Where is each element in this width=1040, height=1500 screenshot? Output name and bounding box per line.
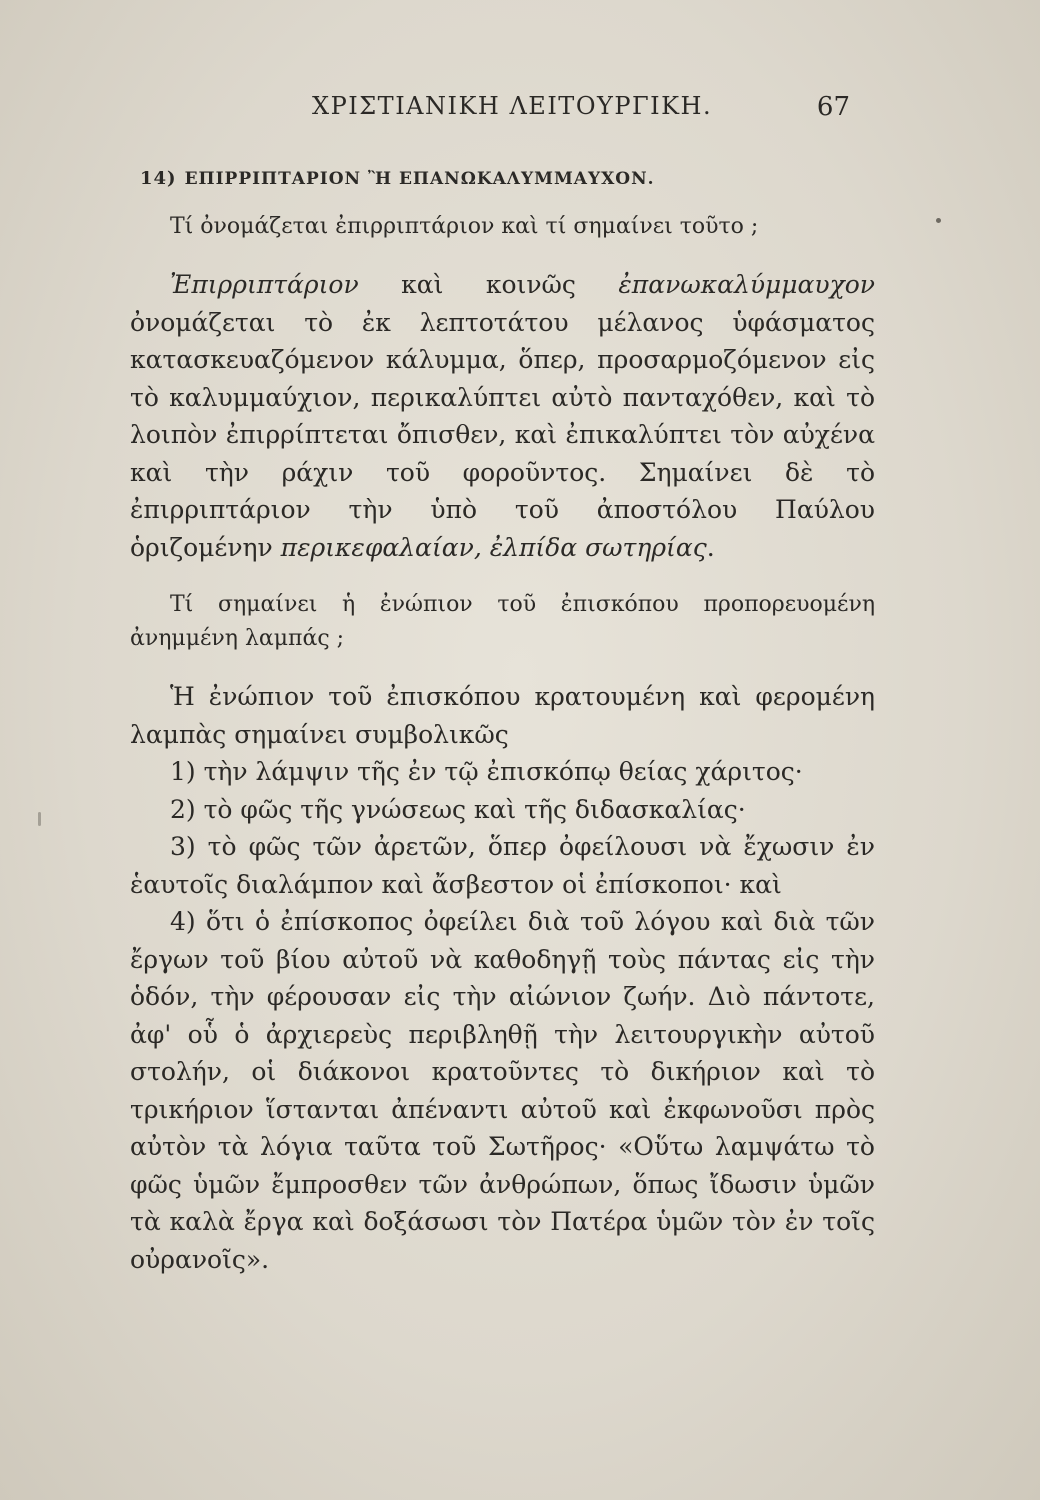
italic-term: περικεφαλαίαν, ἐλπίδα σωτηρίας [280, 532, 707, 562]
answer-text: καὶ κοινῶς [358, 270, 619, 299]
list-item: 2) τὸ φῶς τῆς γνώσεως καὶ τῆς διδασκαλίας· [170, 794, 746, 824]
page-number: 67 [816, 92, 850, 122]
section-number: 14) [140, 168, 177, 189]
running-title: ΧΡΙΣΤΙΑΝΙΚΗ ΛΕΙΤΟΥΡΓΙΚΗ. [312, 92, 713, 120]
page-header [140, 92, 850, 132]
question-paragraph: Τί ὀνομάζεται ἐπιρριπτάριον καὶ τί σημαίνει τοῦτο ; [170, 214, 759, 239]
paper-speck [38, 812, 41, 826]
answer-text: ὀνομάζεται τὸ ἐκ λεπτοτάτου μέλανος ὑφάσματος κατασκευαζόμενον κάλυμμα, ὅπερ, προσαρμοζόμενον εἰς τὸ καλυμμαύχιον, περικαλύπτει αὐτὸ πανταχόθεν, καὶ τὸ λοιπὸν ἐπιρρίπτεται ὄπισθεν, καὶ ἐπικαλύπτει τὸν αὐχένα καὶ τὴν ράχιν τοῦ φοροῦντος. Σημαίνει δὲ τὸ ἐπιρριπτάριον τὴν ὑπὸ τοῦ ἀποστόλου Παύλου ὁριζομένην [130, 307, 875, 562]
list-item: 1) τὴν λάμψιν τῆς ἐν τῷ ἐπισκόπῳ θείας χάριτος· [170, 757, 803, 786]
section-title: ΕΠΙΡΡΙΠΤΑΡΙΟΝ Ἢ ΕΠΑΝΩΚΑΛΥΜΜΑΥΧΟΝ. [184, 169, 655, 189]
question-paragraph: Τί σημαίνει ἡ ἐνώπιον τοῦ ἐπισκόπου προπορευομένη ἀνημμένη λαμπάς ; [130, 592, 875, 651]
page-body [130, 210, 875, 1278]
section-heading [140, 168, 870, 189]
paper-speck [936, 218, 941, 223]
answer-paragraph [130, 266, 875, 566]
list-item: 4) ὅτι ὁ ἐπίσκοπος ὀφείλει διὰ τοῦ λόγου καὶ διὰ τῶν ἔργων τοῦ βίου αὐτοῦ νὰ καθοδηγῇ τοὺς πάντας εἰς τὴν ὁδόν, τὴν φέρουσαν εἰς τὴν αἰώνιον ζωήν. Διὸ πάντοτε, ἀφ' οὗ ὁ ἀρχιερεὺς περιβληθῇ τὴν λειτουργικὴν αὐτοῦ στολήν, οἱ διάκονοι κρατοῦντες τὸ δικήριον καὶ τὸ τρικήριον ἵστανται ἀπέναντι αὐτοῦ καὶ ἐκφωνοῦσι πρὸς αὐτὸν τὰ λόγια ταῦτα τοῦ Σωτῆρος· «Οὕτω λαμψάτω τὸ φῶς ὑμῶν ἔμπροσθεν τῶν ἀνθρώπων, ὅπως ἴδωσιν ὑμῶν τὰ καλὰ ἔργα καὶ δοξάσωσι τὸν Πατέρα ὑμῶν τὸν ἐν τοῖς οὐρανοῖς». [130, 907, 875, 1274]
answer-text: . [706, 532, 715, 562]
answer-intro: Ἡ ἐνώπιον τοῦ ἐπισκόπου κρατουμένη καὶ φερομένη λαμπὰς σημαίνει συμβολικῶς [130, 682, 875, 749]
italic-term: ἐπανωκαλύμμαυχον [618, 270, 875, 299]
list-item: 3) τὸ φῶς τῶν ἀρετῶν, ὅπερ ὀφείλουσι νὰ ἔχωσιν ἐν ἑαυτοῖς διαλάμπον καὶ ἄσβεστον οἱ ἐπίσκοποι· καὶ [130, 832, 875, 899]
italic-term: Ἐπιρριπτάριον [170, 270, 359, 299]
